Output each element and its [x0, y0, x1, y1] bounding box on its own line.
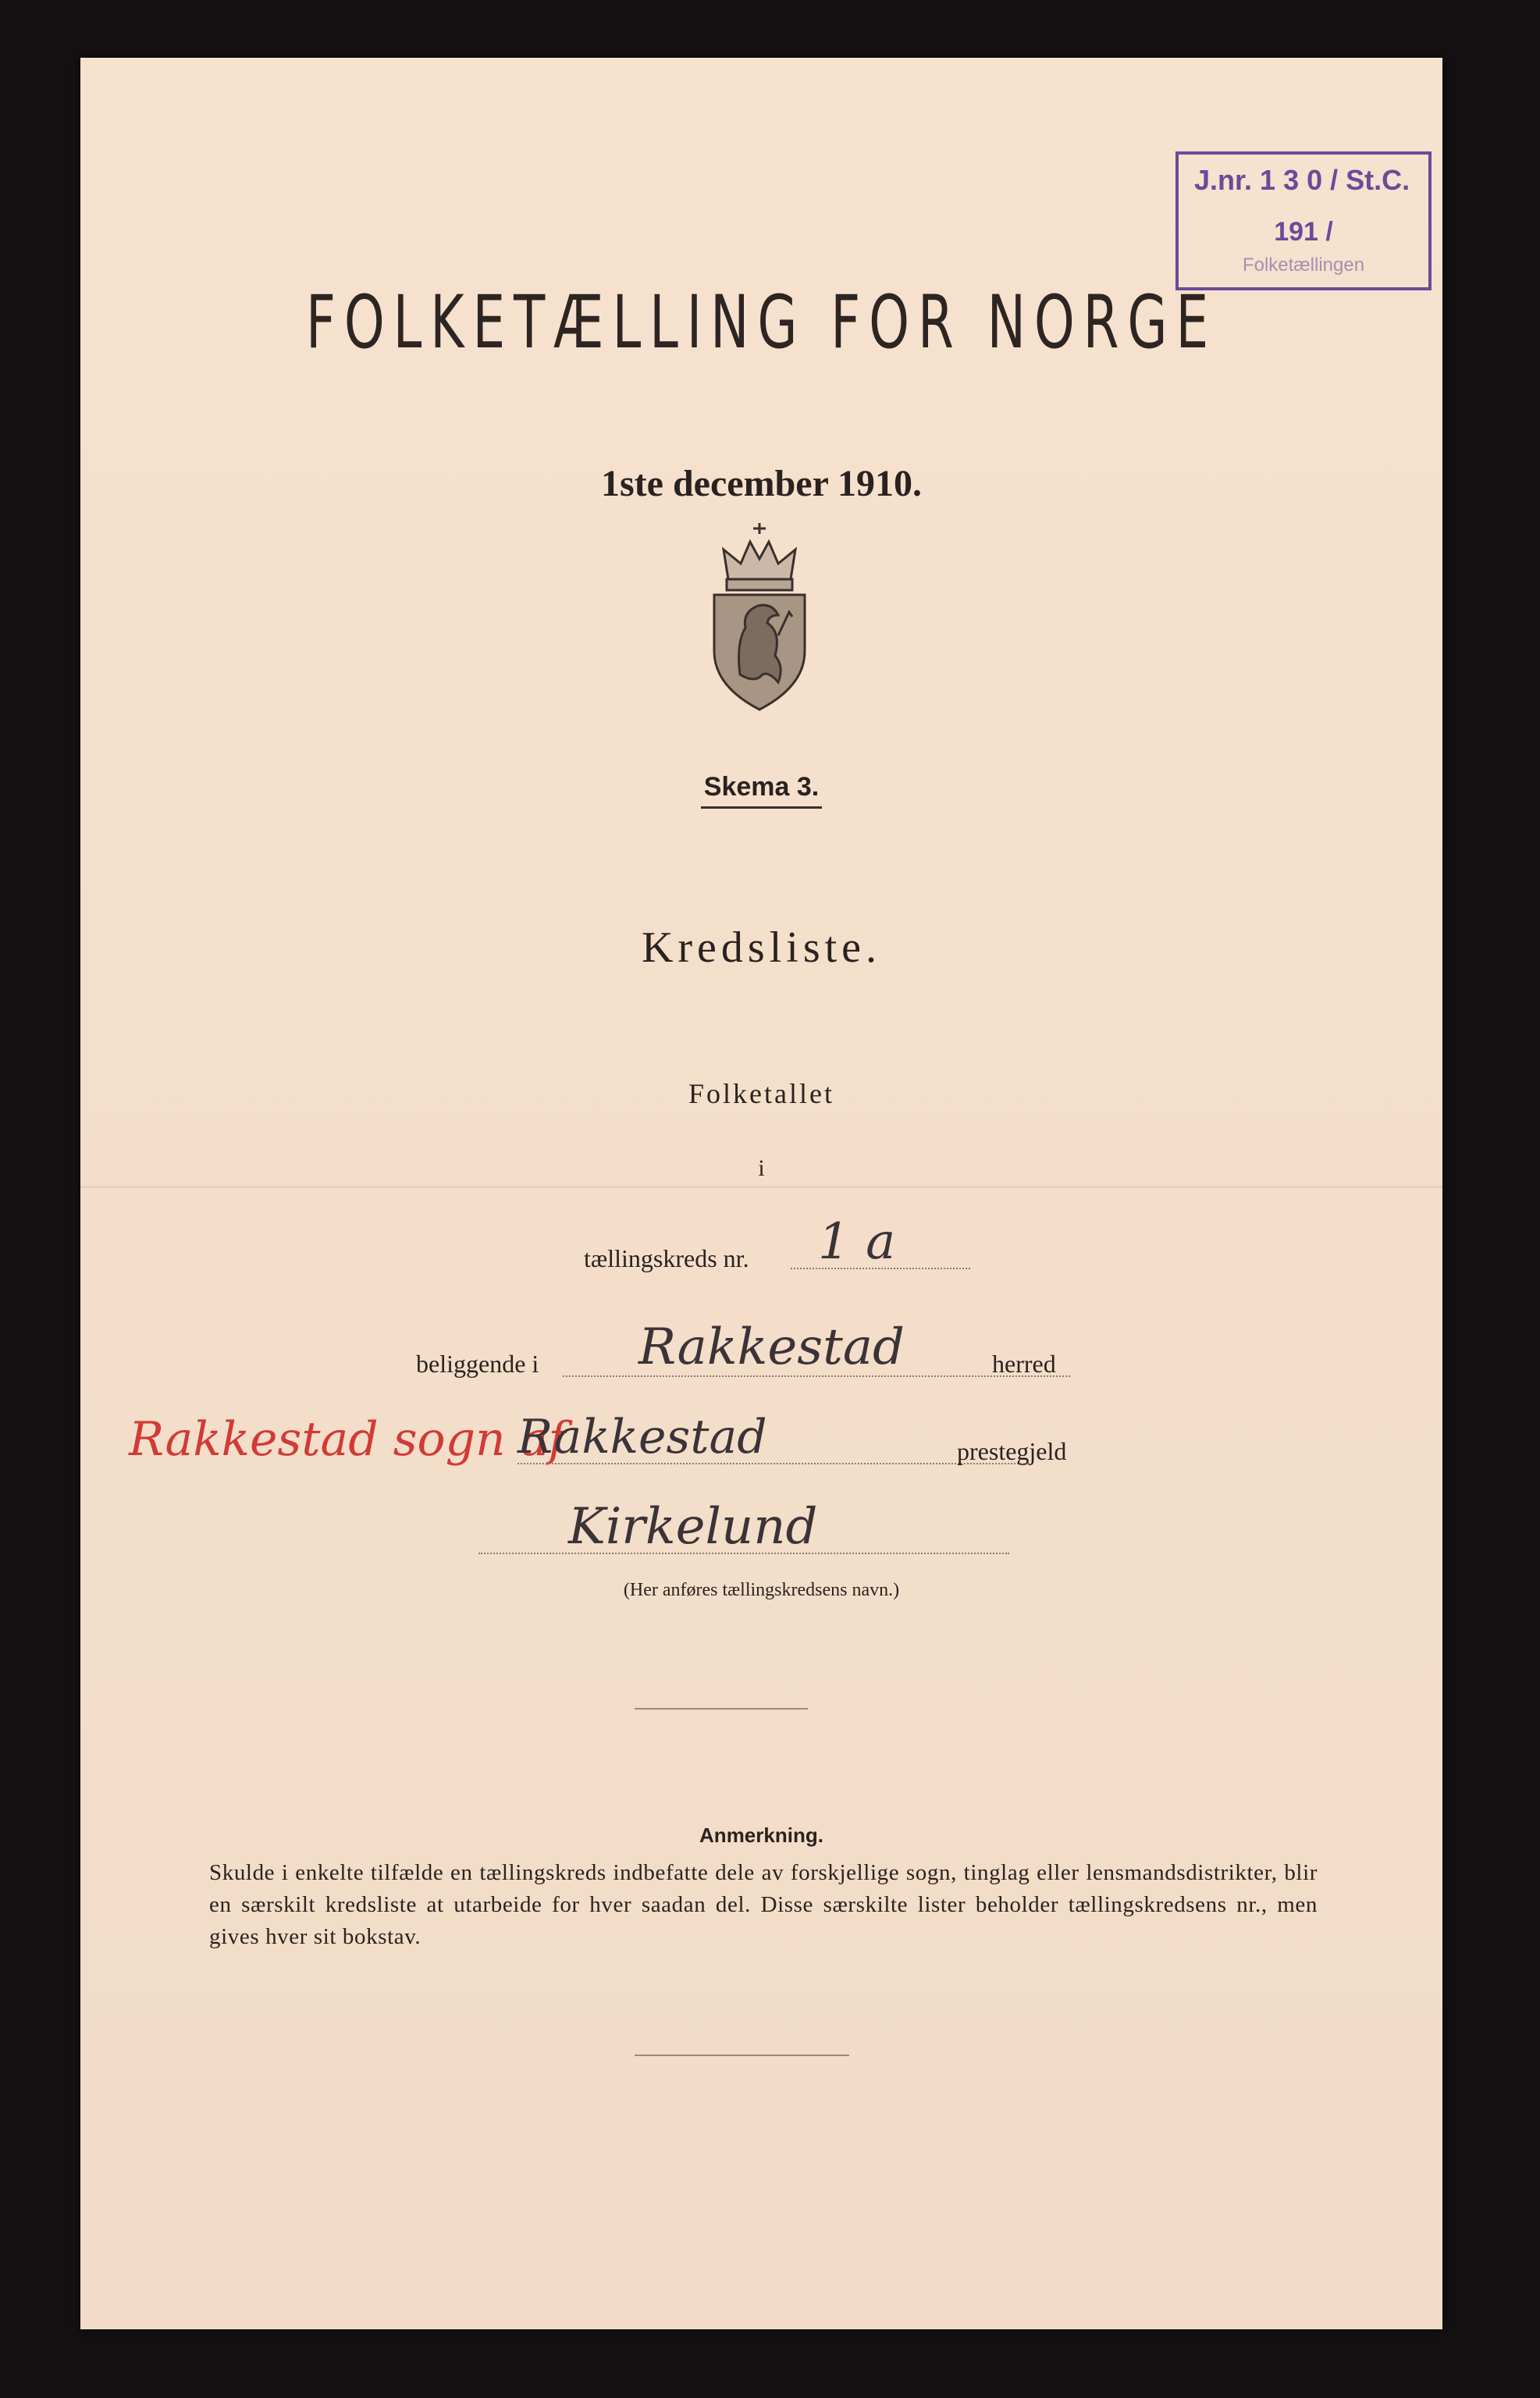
divider-bottom — [635, 2055, 849, 2056]
preposition-i: i — [758, 1155, 765, 1181]
form-title: FOLKETÆLLING FOR NORGE — [305, 280, 1218, 365]
stamp-department: Folketællingen — [1242, 254, 1365, 276]
beliggende-label: beliggende i — [416, 1350, 539, 1378]
prestegjeld-label: prestegjeld — [957, 1437, 1067, 1465]
kreds-name-instruction: (Her anføres tællingskredsens navn.) — [623, 1580, 900, 1600]
census-form-page — [80, 58, 1442, 2329]
document-type: Kredsliste. — [641, 923, 882, 972]
kreds-number-label: tællingskreds nr. — [584, 1244, 749, 1272]
herred-value: Rakkestad — [638, 1318, 905, 1376]
schema-number — [80, 772, 1442, 802]
prestegjeld-value: Rakkestad — [517, 1410, 767, 1464]
stamp-journal-number: J.nr. 1 3 0 / St.C. — [1194, 164, 1410, 196]
divider-top — [635, 1708, 808, 1710]
census-date: 1ste december 1910. — [601, 463, 922, 504]
anmerkning-title: Anmerkning. — [699, 1823, 823, 1847]
kreds-number-value: 1 a — [818, 1213, 896, 1271]
fold-line — [80, 1186, 1442, 1188]
kreds-name-value: Kirkelund — [568, 1498, 818, 1556]
anmerkning-body: Skulde i enkelte tilfælde en tællingskreds indbefatte dele av forskjellige sogn, tinglag eller lensmandsdistrikter, blir en særskilt kredsliste at utarbeide for hver saadan del. Disse særskilte lister beholder tællingskredsens nr., men gives hver sit bokstav. — [209, 1860, 1318, 1949]
schema-label: Skema 3. — [701, 772, 822, 809]
stamp-year: 191 / — [1274, 217, 1333, 247]
norwegian-coat-of-arms-icon — [697, 518, 822, 713]
herred-label: herred — [992, 1350, 1056, 1378]
registry-stamp — [1175, 151, 1432, 290]
folketallet-heading: Folketallet — [688, 1078, 834, 1109]
sogn-value: Rakkestad sogn af — [129, 1412, 566, 1467]
